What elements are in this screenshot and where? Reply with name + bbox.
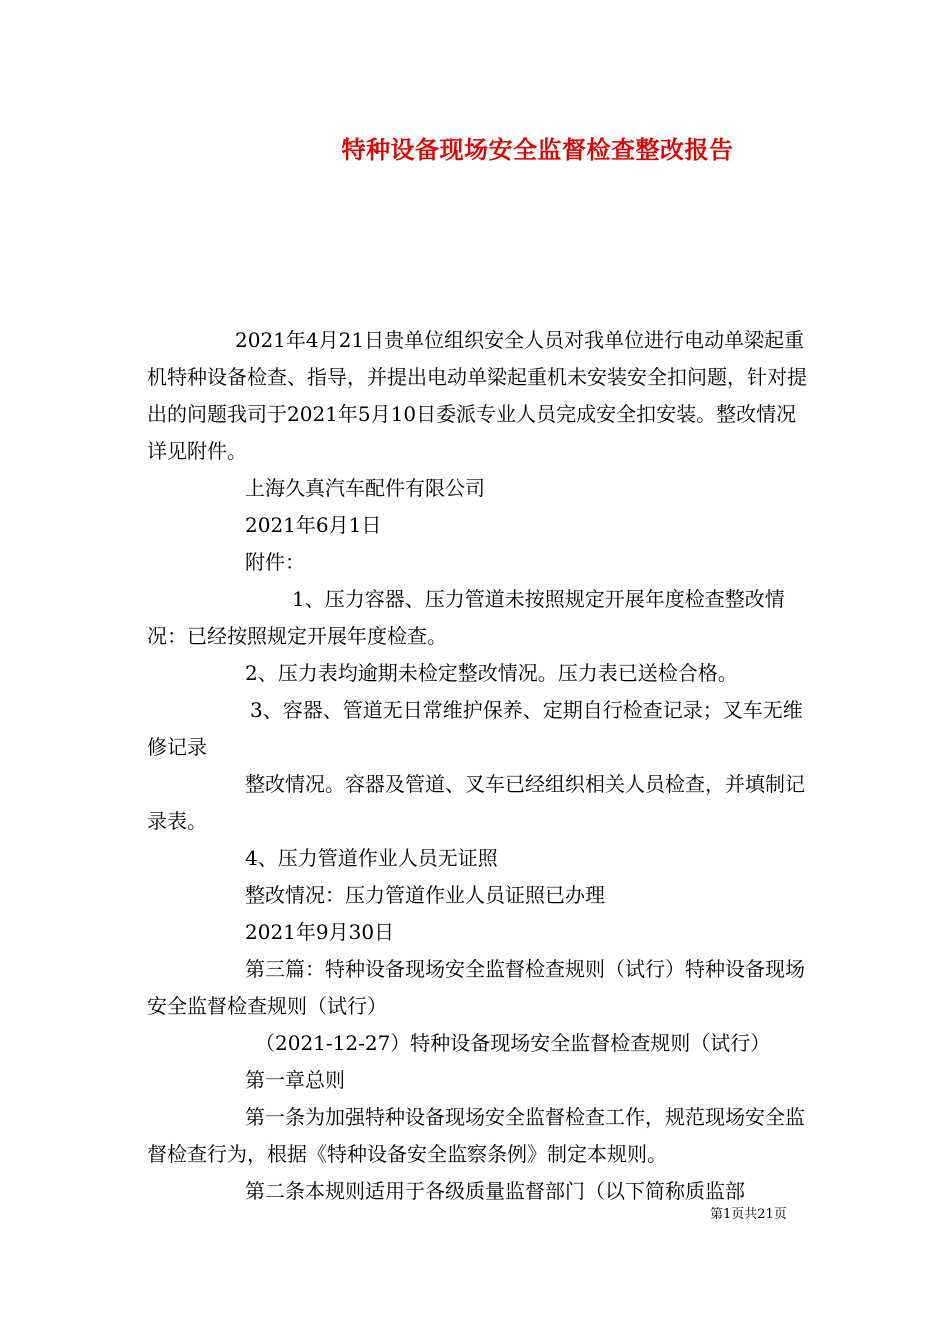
paragraph-date-1: 2021年6月1日 — [245, 513, 382, 537]
paragraph-item-1: 1、压力容器、压力管道未按照规定开展年度检查整改情况：已经按照规定开展年度检查。 — [147, 587, 785, 648]
paragraph-article-one: 第一条为加强特种设备现场安全监督检查工作，规范现场安全监督检查行为，根据《特种设备安全监察条例》制定本规则。 — [147, 1105, 805, 1166]
paragraph-item-3-fix: 整改情况。容器及管道、叉车已经组织相关人员检查，并填制记录表。 — [147, 772, 805, 833]
paragraph-part-three-heading: 第三篇：特种设备现场安全监督检查规则（试行）特种设备现场安全监督检查规则（试行） — [147, 957, 805, 1018]
paragraph-intro: 2021年4月21日贵单位组织安全人员对我单位进行电动单梁起重机特种设备检查、指导，并提出电动单梁起重机未安装安全扣问题，针对提出的问题我司于2021年5月10日委派专业人员完成安全扣安装。整改情况详见附件。 — [147, 328, 807, 463]
page-number: 第1页共21页 — [710, 1207, 787, 1222]
document-title: 特种设备现场安全监督检查整改报告 — [341, 135, 734, 164]
paragraph-attachment-label: 附件： — [245, 550, 305, 574]
paragraph-item-4: 4、压力管道作业人员无证照 — [245, 846, 498, 870]
paragraph-item-4-fix: 整改情况：压力管道作业人员证照已办理 — [245, 883, 605, 907]
paragraph-article-two: 第二条本规则适用于各级质量监督部门（以下简称质监部 — [245, 1179, 745, 1203]
paragraph-rule-date: （2021-12-27）特种设备现场安全监督检查规则（试行） — [255, 1031, 771, 1055]
paragraph-chapter-one: 第一章总则 — [245, 1068, 345, 1092]
paragraph-date-2: 2021年9月30日 — [245, 920, 395, 944]
paragraph-item-3: 3、容器、管道无日常维护保养、定期自行检查记录；叉车无维修记录 — [147, 698, 803, 759]
paragraph-company: 上海久真汽车配件有限公司 — [245, 476, 485, 500]
paragraph-item-2: 2、压力表均逾期未检定整改情况。压力表已送检合格。 — [245, 661, 738, 685]
document-body — [147, 322, 807, 1210]
